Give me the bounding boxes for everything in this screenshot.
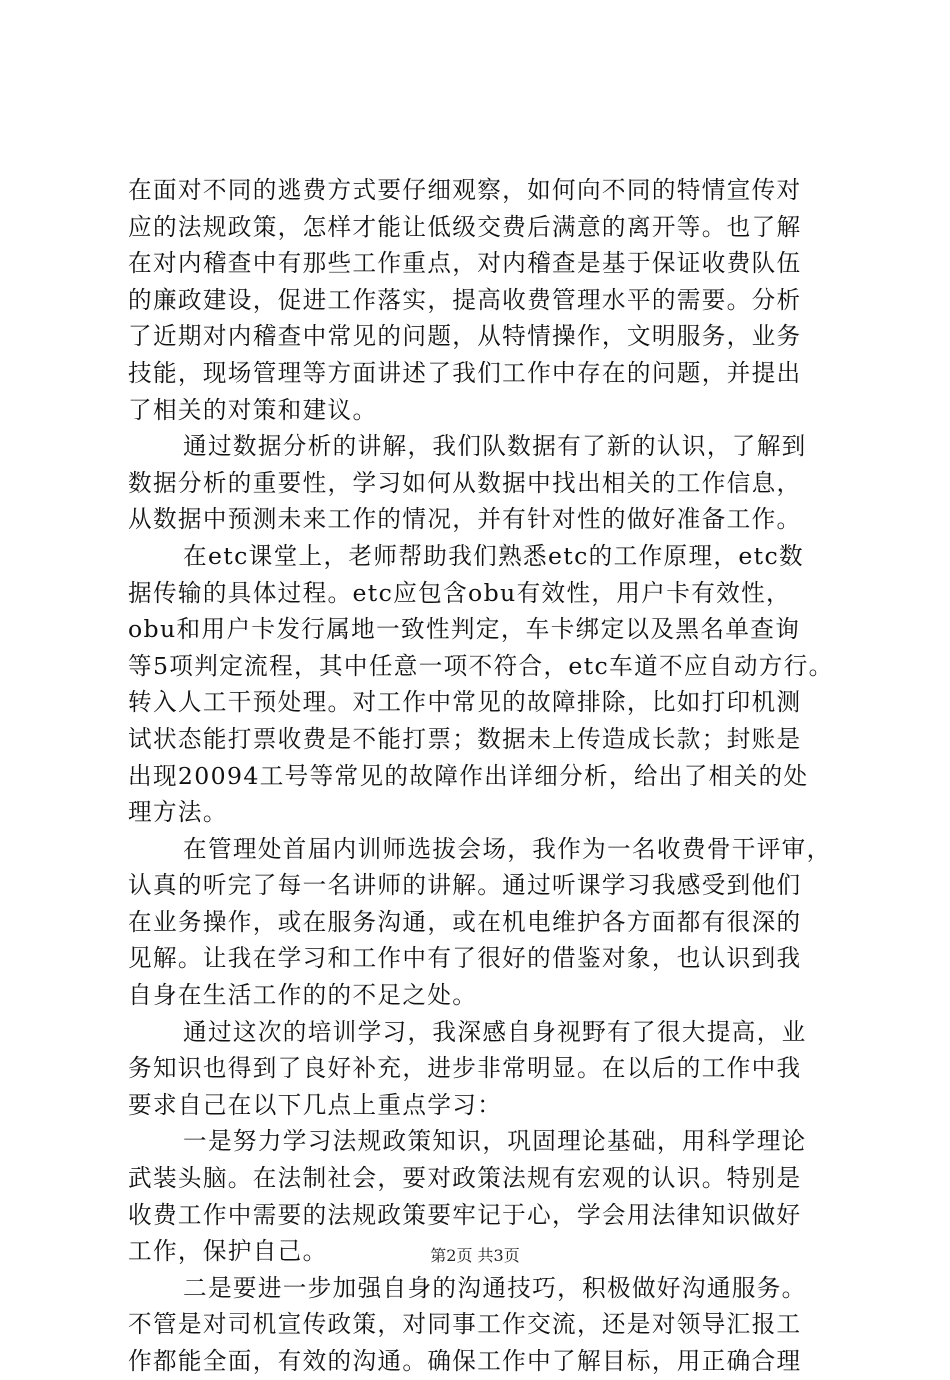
- text-line: 理方法。: [128, 798, 228, 827]
- text-line: 在面对不同的逃费方式要仔细观察，如何向不同的特情宣传对: [128, 176, 802, 204]
- text-line: 了近期对内稽查中常见的问题，从特情操作，文明服务，业务: [128, 322, 802, 351]
- text-line: 不管是对司机宣传政策，对同事工作交流，还是对领导汇报工: [128, 1310, 802, 1339]
- paragraph-start-line: 通过这次的培训学习，我深感自身视野有了很大提高，业: [183, 1017, 807, 1046]
- text-line: 收费工作中需要的法规政策要牢记于心，学会用法律知识做好: [128, 1200, 802, 1229]
- text-line: 作都能全面，有效的沟通。确保工作中了解目标，用正确合理: [128, 1347, 802, 1375]
- text-line: 武装头脑。在法制社会，要对政策法规有宏观的认识。特别是: [128, 1164, 802, 1193]
- text-line: 自身在生活工作的的不足之处。: [128, 981, 478, 1010]
- paragraph-start-line: 在etc课堂上，老师帮助我们熟悉etc的工作原理，etc数: [183, 541, 804, 570]
- page-number-text: 第2页 共3页: [430, 1246, 520, 1265]
- text-line: 技能，现场管理等方面讲述了我们工作中存在的问题，并提出: [128, 358, 802, 387]
- text-line: 在对内稽查中有那些工作重点，对内稽查是基于保证收费队伍: [128, 249, 802, 278]
- text-line: 数据分析的重要性，学习如何从数据中找出相关的工作信息，: [128, 468, 802, 497]
- text-line: 认真的听完了每一名讲师的讲解。通过听课学习我感受到他们: [128, 871, 802, 900]
- text-line: 的廉政建设，促进工作落实，提高收费管理水平的需要。分析: [128, 285, 802, 314]
- text-line: 据传输的具体过程。etc应包含obu有效性，用户卡有效性，: [128, 578, 791, 607]
- page-footer: [0, 1246, 950, 1266]
- text-line: 等5项判定流程，其中任意一项不符合，etc车道不应自动方行。: [128, 651, 834, 680]
- text-line: 了相关的对策和建议。: [128, 395, 378, 424]
- text-line: 试状态能打票收费是不能打票；数据未上传造成长款；封账是: [128, 724, 802, 753]
- text-line: 务知识也得到了良好补充，进步非常明显。在以后的工作中我: [128, 1054, 802, 1083]
- text-line: 要求自己在以下几点上重点学习：: [128, 1090, 503, 1119]
- text-line: 转入人工干预处理。对工作中常见的故障排除，比如打印机测: [128, 688, 802, 717]
- text-line: 工作，保护自己。: [128, 1237, 328, 1266]
- text-line: 出现20094工号等常见的故障作出详细分析，给出了相关的处: [128, 761, 809, 790]
- text-line: 在业务操作，或在服务沟通，或在机电维护各方面都有很深的: [128, 907, 802, 936]
- text-line: 应的法规政策，怎样才能让低级交费后满意的离开等。也了解: [128, 212, 802, 241]
- paragraph-start-line: 一是努力学习法规政策知识，巩固理论基础，用科学理论: [183, 1127, 807, 1156]
- paragraph-start-line: 通过数据分析的讲解，我们队数据有了新的认识，了解到: [183, 432, 807, 461]
- paragraph-start-line: 二是要进一步加强自身的沟通技巧，积极做好沟通服务。: [183, 1273, 807, 1302]
- document-body: [128, 172, 844, 1380]
- paragraph-start-line: 在管理处首届内训师选拔会场，我作为一名收费骨干评审，: [183, 834, 832, 863]
- text-line: 从数据中预测未来工作的情况，并有针对性的做好准备工作。: [128, 505, 802, 534]
- text-line: obu和用户卡发行属地一致性判定，车卡绑定以及黑名单查询: [128, 615, 801, 644]
- text-line: 见解。让我在学习和工作中有了很好的借鉴对象，也认识到我: [128, 944, 802, 973]
